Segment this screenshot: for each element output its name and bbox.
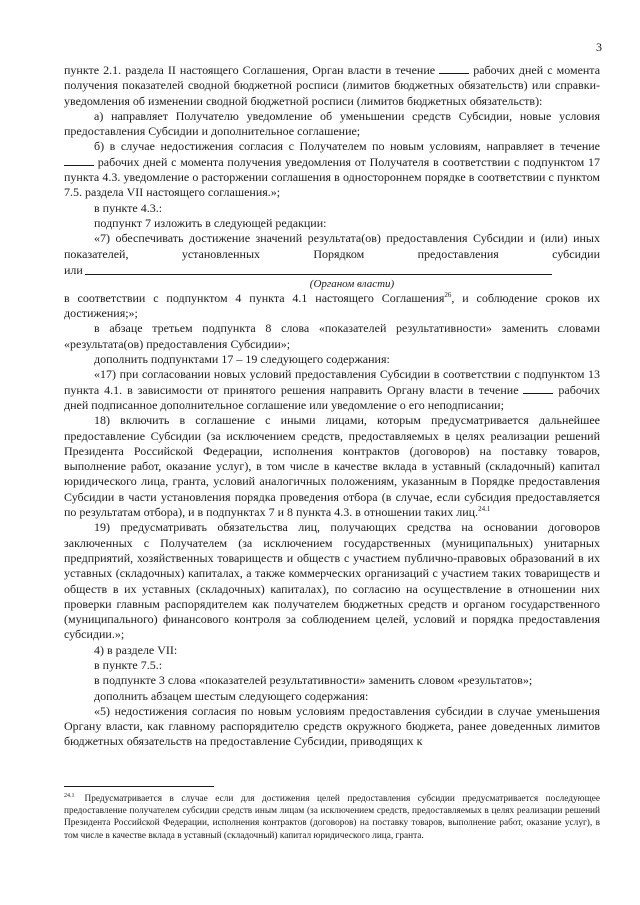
- paragraph-5: подпункт 7 изложить в следующей редакции:: [94, 215, 327, 230]
- paragraph-11: 18) включить в соглашение с иными лицами, которым предусматривается дальнейшее предоставление Субсидии (за исключением средств, предоставляемых в целях реализации решений Президента Российской Федерации, исполнения контрактов (договоров) на поставку товаров, выполнение работ, оказание услуг), в том числе в качестве вклада в уставный (складочный) капитал юридического лица, гранта, условий аналогичных положениям, указанным в Порядке предоставления Субсидии в части установления порядка проведения отбора (в случае, если субсидия предоставляется по результатам отбора), и в подпунктах 7 и 8 пункта 4.3. в отношении таких лиц.$^{24.1}$: [64, 413, 600, 520]
- paragraph-6: «7) обеспечивать достижение значений результата(ов) предоставления Субсидии и (или) иных показателей, установленных Порядком предоставления субсидии: [64, 231, 600, 261]
- paragraph-13: 4) в разделе VII:: [94, 642, 178, 657]
- footnote-text: Предусматривается в случае если для достижения целей предоставления субсидии предусматривается последующее предоставление получателем субсидии средств иным лицам (за исключением средств, предоставляемых в целях реализации решений Президента Российской Федерации, исполнения контрактов (договоров) на поставку товаров, выполнение работ, оказание услуг), в том числе в качестве вклада в уставный (складочный) капитал юридического лица, гранта.: [64, 794, 600, 841]
- paragraph-10: «17) при согласовании новых условий предоставления Субсидии в соответствии с подпунктом 13 пункта 4.1. в зависимости от принятого решения направить Органу власти в течение рабочих дней подписанное дополнительное соглашение или уведомление о его неподписании;: [64, 367, 600, 412]
- paragraph-9: дополнить подпунктами 17 – 19 следующего содержания:: [94, 352, 390, 367]
- page-number: 3: [596, 40, 602, 54]
- paragraph-7: в соответствии с подпунктом 4 пункта 4.1 настоящего Соглашения$^{26}$, и соблюдение сроков их достижения;»;: [64, 290, 600, 321]
- footnote: [64, 793, 600, 842]
- footnote-separator: [64, 786, 214, 787]
- footnote-ref: 24.1: [478, 505, 491, 514]
- paragraph-12: 19) предусматривать обязательства лиц, получающих средства на основании договоров заключенных с Получателем (за исключением государственных (муниципальных) унитарных предприятий, хозяйственных товариществ и обществ с участием публично-правовых образований в их уставных (складочных) капиталах, а также коммерческих организаций с участием таких товариществ и обществ в их уставных (складочных) капиталах), по согласию на осуществление в отношении них проверки главным распорядителем как получателем бюджетных средств и органом государственного (муниципального) финансового контроля за соблюдением целей, условий и порядка предоставления субсидии.»;: [64, 520, 600, 642]
- paragraph-4: в пункте 4.3.:: [94, 200, 163, 215]
- footnote-ref: 26: [444, 290, 452, 299]
- authority-line-field: [64, 262, 600, 278]
- blank-days-field: [64, 155, 94, 166]
- document-body: [64, 63, 600, 750]
- field-caption: (Органом власти): [309, 277, 395, 290]
- or-label: или: [64, 262, 83, 277]
- blank-days-field: [439, 63, 469, 74]
- paragraph-16: дополнить абзацем шестым следующего содержания:: [94, 688, 369, 703]
- paragraph-1: пункте 2.1. раздела II настоящего Соглашения, Орган власти в течение рабочих дней с момента получения показателей сводной бюджетной росписи (лимитов бюджетных обязательств) или справки-уведомления об изменении сводной бюджетной росписи (лимитов бюджетных обязательств):: [64, 63, 601, 108]
- paragraph-14: в пункте 7.5.:: [94, 657, 163, 672]
- paragraph-17: «5) недостижения согласия по новым условиям предоставления субсидии в случае уменьшения Органу власти, как главному распорядителю средств окружного бюджета, ранее доведенных лимитов бюджетных обязательств на предоставление Субсидии, приводящих к: [64, 703, 600, 749]
- fill-line: [85, 262, 552, 275]
- paragraph-2: а) направляет Получателю уведомление об уменьшении средств Субсидии, новые условия предоставления Субсидии и дополнительное соглашение;: [64, 108, 600, 139]
- paragraph-3: б) в случае недостижения согласия с Получателем по новым условиям, направляет в течение рабочих дней с момента получения уведомления от Получателя в соответствии с подпунктом 17 пункта 4.3. уведомление о расторжении соглашения в одностороннем порядке в соответствии с пунктом 7.5. раздела VII настоящего соглашения.»;: [64, 139, 601, 200]
- paragraph-8: в абзаце третьем подпункта 8 слова «показателей результативности» заменить словами «результата(ов) предоставления Субсидии»;: [64, 321, 600, 351]
- paragraph-15: в подпункте 3 слова «показателей результативности» заменить словом «результатов»;: [94, 673, 533, 688]
- footnote-mark: 24.1: [64, 792, 75, 799]
- blank-days-field: [523, 383, 553, 394]
